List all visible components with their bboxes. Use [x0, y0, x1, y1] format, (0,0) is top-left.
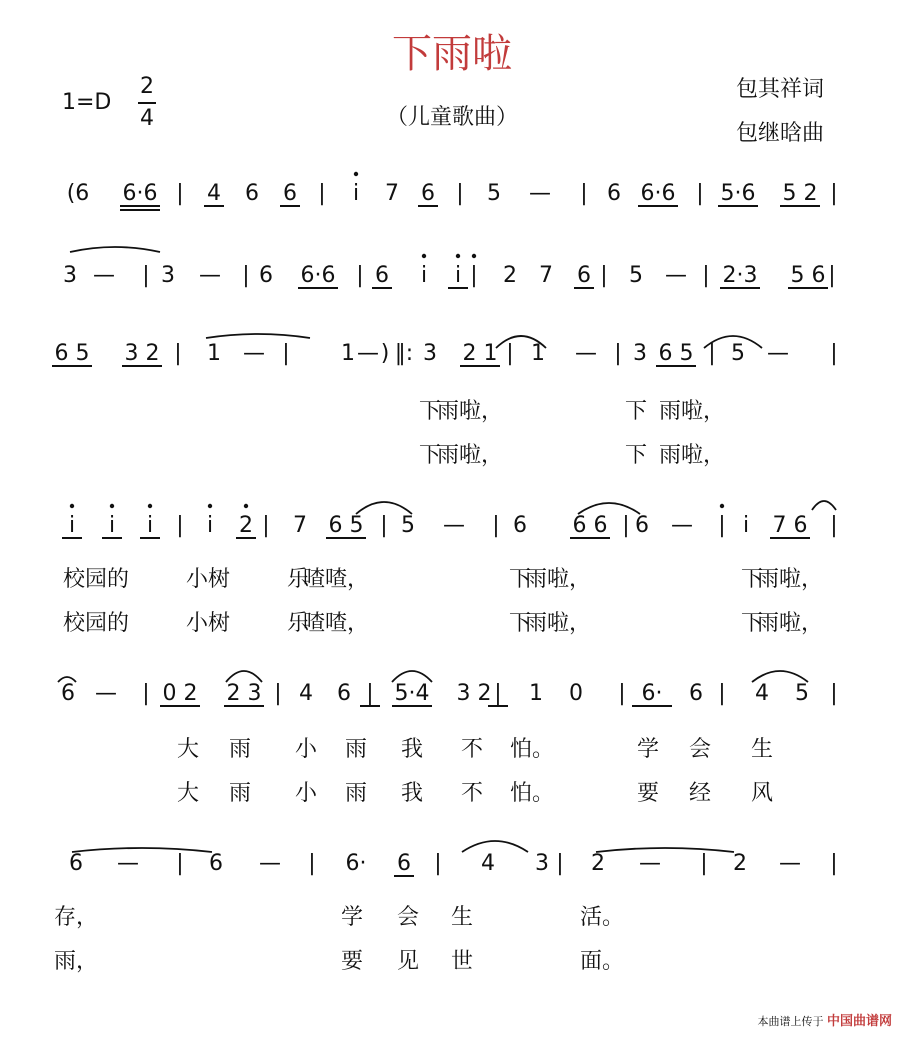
note: i: [352, 181, 360, 206]
lyric-word: 雨啦，: [658, 443, 726, 468]
dash: —: [529, 181, 551, 206]
barline: |: [494, 681, 502, 706]
lyric-word: 生: [450, 905, 474, 930]
note: 3: [423, 341, 437, 366]
note: 5: [629, 263, 643, 288]
slur: [812, 501, 836, 510]
song-subtitle: （儿童歌曲）: [385, 105, 518, 130]
barline: |: [718, 513, 726, 538]
lyric-word: 怕。: [509, 737, 555, 762]
lyric-word: 面。: [579, 949, 625, 974]
barline: |: [830, 513, 838, 538]
repeat-start: ‖:: [394, 341, 414, 366]
note: 6: [513, 513, 527, 538]
lyric-word: 雨: [344, 737, 368, 762]
lyric-word: 我: [400, 737, 424, 762]
note: 5·4: [394, 681, 430, 706]
barline: |: [622, 513, 630, 538]
barline: |: [828, 263, 836, 288]
note: 6·6: [122, 181, 158, 206]
note: 6 5: [658, 341, 694, 366]
dash: —: [665, 263, 687, 288]
lyric-word: 雨，: [53, 949, 99, 974]
lyric-word: 乐: [286, 567, 310, 592]
note: 4: [481, 851, 495, 876]
barline: |: [318, 181, 326, 206]
note: 6: [209, 851, 223, 876]
octave-dot: [354, 172, 358, 176]
lyric-word: 校园的: [62, 567, 130, 592]
note: 0 2: [162, 681, 198, 706]
lyric-word: 下: [740, 567, 764, 592]
note: 6: [635, 513, 649, 538]
note: 6: [337, 681, 351, 706]
lyric-word: 会: [396, 905, 420, 930]
note: 6: [259, 263, 273, 288]
barline: |: [492, 513, 500, 538]
meter-bottom: 4: [140, 106, 154, 131]
lyric-word: 生: [750, 737, 774, 762]
note: 6: [61, 681, 75, 706]
lyric-word: 小树: [185, 611, 231, 636]
lyric-word: 风: [750, 781, 774, 806]
note: 3: [633, 341, 647, 366]
note: 1: [531, 341, 545, 366]
song-title: 下雨啦: [392, 31, 512, 77]
barline: |: [718, 681, 726, 706]
lyric-word: 乐: [286, 611, 310, 636]
footer-credit: [757, 1010, 892, 1029]
dash: —: [767, 341, 789, 366]
note: 2: [591, 851, 605, 876]
lyric-word: 下: [508, 567, 532, 592]
lyric-word: 世: [450, 949, 474, 974]
barline: |: [470, 263, 478, 288]
note: i: [420, 263, 428, 288]
note: 1: [529, 681, 543, 706]
barline: |: [618, 681, 626, 706]
lyric-word: 不: [460, 781, 484, 806]
lyric-word: 活。: [579, 905, 625, 930]
note: 6 6: [572, 513, 608, 538]
barline: |: [142, 263, 150, 288]
barline: |: [366, 681, 374, 706]
lyric-word: 学: [340, 905, 364, 930]
note: 5: [795, 681, 809, 706]
lyric-word: 要: [340, 949, 364, 974]
dash: —: [575, 341, 597, 366]
barline: |: [356, 263, 364, 288]
barline: |: [600, 263, 608, 288]
barline: |: [262, 513, 270, 538]
lyric-word: 下: [624, 399, 648, 424]
octave-dot: [720, 504, 724, 508]
lyric-word: 下: [418, 399, 442, 424]
note: 5 6: [790, 263, 826, 288]
lyric-word: 下: [508, 611, 532, 636]
tie: [206, 334, 310, 338]
dash: —: [639, 851, 661, 876]
notes-layer: [55, 181, 838, 876]
lyric-word: 要: [636, 781, 660, 806]
note: 6·: [641, 681, 663, 706]
tie: [70, 247, 160, 252]
note: ): [380, 341, 390, 366]
meter-top: 2: [140, 74, 154, 99]
barline: |: [830, 181, 838, 206]
note: i: [454, 263, 462, 288]
lyric-word: 雨: [228, 737, 252, 762]
note: 6 5: [328, 513, 364, 538]
lyric-word: 喳喳，: [302, 567, 370, 592]
note: (6: [66, 181, 90, 206]
barline: |: [696, 181, 704, 206]
barline: |: [580, 181, 588, 206]
lyric-word: 会: [688, 737, 712, 762]
lyric-word: 小: [294, 781, 318, 806]
note: 6: [607, 181, 621, 206]
note: 2: [503, 263, 517, 288]
note: 7: [539, 263, 553, 288]
note: 5·6: [720, 181, 756, 206]
barline: |: [176, 181, 184, 206]
lyric-word: 雨啦，: [524, 611, 592, 636]
octave-dot: [110, 504, 114, 508]
octave-dot: [472, 254, 476, 258]
octave-dot: [70, 504, 74, 508]
note: 6: [689, 681, 703, 706]
dash: —: [357, 341, 379, 366]
note: i: [742, 513, 750, 538]
barline: |: [700, 851, 708, 876]
note: 2·3: [722, 263, 758, 288]
lyric-word: 雨啦，: [756, 611, 824, 636]
barline: |: [174, 341, 182, 366]
note: 6: [69, 851, 83, 876]
note: 1: [341, 341, 355, 366]
lyric-word: 小: [294, 737, 318, 762]
note: 4: [755, 681, 769, 706]
barline: |: [274, 681, 282, 706]
note: 7: [385, 181, 399, 206]
lyric-word: 雨: [228, 781, 252, 806]
barline: |: [456, 181, 464, 206]
barline: |: [434, 851, 442, 876]
barline: |: [380, 513, 388, 538]
lyric-word: 雨啦，: [756, 567, 824, 592]
dash: —: [779, 851, 801, 876]
note: 7 6: [772, 513, 808, 538]
lyric-word: 大: [176, 781, 200, 806]
lyric-word: 雨啦，: [524, 567, 592, 592]
note: 4: [299, 681, 313, 706]
note: 2 1: [462, 341, 498, 366]
lyricist-credit: 包其祥词: [736, 77, 825, 102]
barline: |: [830, 681, 838, 706]
barline: |: [614, 341, 622, 366]
dash: —: [243, 341, 265, 366]
barline: |: [830, 341, 838, 366]
tie: [72, 848, 212, 852]
barline: |: [556, 851, 564, 876]
note: i: [146, 513, 154, 538]
note: 6 5: [54, 341, 90, 366]
note: i: [108, 513, 116, 538]
octave-dot: [208, 504, 212, 508]
note: 0: [569, 681, 583, 706]
note: 3: [535, 851, 549, 876]
note: 6·6: [300, 263, 336, 288]
note: 3 2: [456, 681, 492, 706]
lyric-word: 见: [396, 949, 420, 974]
barline: |: [176, 851, 184, 876]
octave-dot: [244, 504, 248, 508]
note: 5: [731, 341, 745, 366]
lyric-word: 我: [400, 781, 424, 806]
note: 6: [577, 263, 591, 288]
lyric-word: 下: [624, 443, 648, 468]
key-signature: 1=D: [62, 90, 112, 115]
note: 7: [293, 513, 307, 538]
note: 3: [161, 263, 175, 288]
lyric-word: 小树: [185, 567, 231, 592]
barline: |: [708, 341, 716, 366]
note: 4: [207, 181, 221, 206]
note: i: [206, 513, 214, 538]
octave-dot: [148, 504, 152, 508]
slur: [462, 841, 528, 852]
note: 2: [239, 513, 253, 538]
note: 2: [733, 851, 747, 876]
dash: —: [259, 851, 281, 876]
barline: |: [308, 851, 316, 876]
note: 2 3: [226, 681, 262, 706]
note: 5 2: [782, 181, 818, 206]
note: 5: [487, 181, 501, 206]
lyric-word: 雨啦，: [436, 399, 504, 424]
note: 3 2: [124, 341, 160, 366]
note: 6: [421, 181, 435, 206]
lyric-word: 校园的: [62, 611, 130, 636]
composer-credit: 包继晗曲: [736, 121, 825, 146]
lyric-word: 下: [740, 611, 764, 636]
note: 6: [283, 181, 297, 206]
note: 1: [207, 341, 221, 366]
barline: |: [242, 263, 250, 288]
lyric-word: 雨: [344, 781, 368, 806]
lyric-word: 学: [636, 737, 660, 762]
note: 3: [63, 263, 77, 288]
note: i: [68, 513, 76, 538]
dash: —: [117, 851, 139, 876]
dash: —: [93, 263, 115, 288]
tie: [596, 848, 734, 852]
note: 6: [397, 851, 411, 876]
note: 6: [375, 263, 389, 288]
dash: —: [443, 513, 465, 538]
note: 6·6: [640, 181, 676, 206]
octave-dot: [456, 254, 460, 258]
barline: |: [176, 513, 184, 538]
dash: —: [671, 513, 693, 538]
lyric-word: 存，: [53, 905, 99, 930]
barline: |: [830, 851, 838, 876]
lyric-word: 怕。: [509, 781, 555, 806]
footer-text: 本曲谱上传于: [757, 1015, 824, 1028]
lyric-word: 大: [176, 737, 200, 762]
barline: |: [506, 341, 514, 366]
lyric-word: 雨啦，: [436, 443, 504, 468]
note: 6: [245, 181, 259, 206]
lyric-word: 喳喳，: [302, 611, 370, 636]
dash: —: [199, 263, 221, 288]
lyric-word: 下: [418, 443, 442, 468]
dash: —: [95, 681, 117, 706]
lyric-word: 经: [688, 781, 712, 806]
barline: |: [282, 341, 290, 366]
lyric-word: 雨啦，: [658, 399, 726, 424]
note: 6·: [345, 851, 367, 876]
octave-dot: [422, 254, 426, 258]
lyric-word: 不: [460, 737, 484, 762]
site-logo[interactable]: 中国曲谱网: [826, 1014, 892, 1029]
note: 5: [401, 513, 415, 538]
barline: |: [142, 681, 150, 706]
barline: |: [702, 263, 710, 288]
